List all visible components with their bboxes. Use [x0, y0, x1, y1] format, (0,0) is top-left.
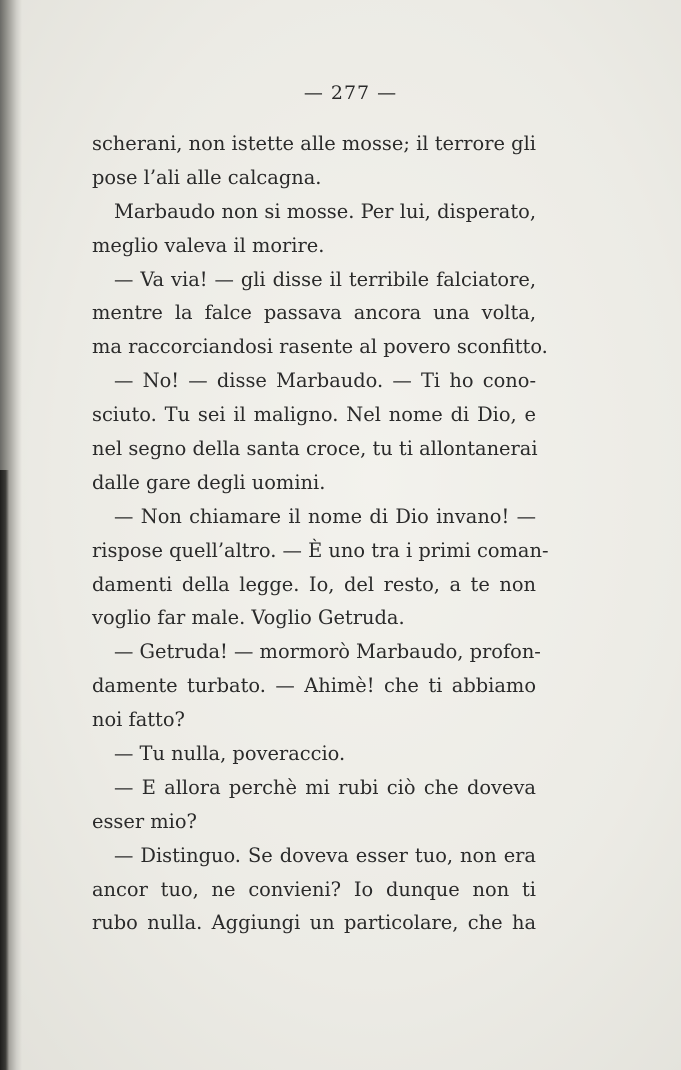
text-line: sciuto. Tu sei il maligno. Nel nome di Dio, e [92, 403, 536, 427]
text-line: Marbaudo non si mosse. Per lui, disperato, [114, 199, 536, 223]
text-line: — Va via! — gli disse il terribile falciatore, [114, 267, 536, 291]
page-number: — 277 — [303, 82, 398, 104]
text-line: — Getruda! — mormorò Marbaudo, profon- [114, 640, 541, 664]
text-line: meglio valeva il morire. [92, 233, 325, 257]
text-line: — Tu nulla, poveraccio. [114, 742, 346, 766]
body-text [92, 127, 549, 940]
text-line: ancor tuo, ne convieni? Io dunque non ti [92, 877, 536, 901]
text-line: — Non chiamare il nome di Dio invano! — [114, 504, 536, 528]
text-line: rispose quell’altro. — È uno tra i primi coman- [92, 538, 549, 562]
text-line: rubo nulla. Aggiungi un particolare, che ha [92, 911, 536, 935]
text-line: noi fatto? [92, 708, 185, 732]
text-line: dalle gare degli uomini. [92, 470, 326, 494]
text-line: — E allora perchè mi rubi ciò che doveva [114, 775, 536, 799]
text-line: nel segno della santa croce, tu ti allontanerai [92, 437, 538, 461]
book-binding-edge [0, 470, 9, 1070]
text-line: esser mio? [92, 809, 197, 833]
text-line: — Distinguo. Se doveva esser tuo, non era [114, 843, 536, 867]
text-line: damente turbato. — Ahimè! che ti abbiamo [92, 674, 536, 698]
text-line: ma raccorciandosi rasente al povero sconfitto. [92, 335, 548, 359]
text-line: voglio far male. Voglio Getruda. [92, 606, 405, 630]
text-line: scherani, non istette alle mosse; il terrore gli [92, 132, 536, 155]
text-line: pose l’ali alle calcagna. [92, 165, 322, 189]
text-line: mentre la falce passava ancora una volta, [92, 301, 536, 325]
text-line: — No! — disse Marbaudo. — Ti ho cono- [114, 369, 536, 393]
text-line: damenti della legge. Io, del resto, a te non [92, 572, 536, 596]
